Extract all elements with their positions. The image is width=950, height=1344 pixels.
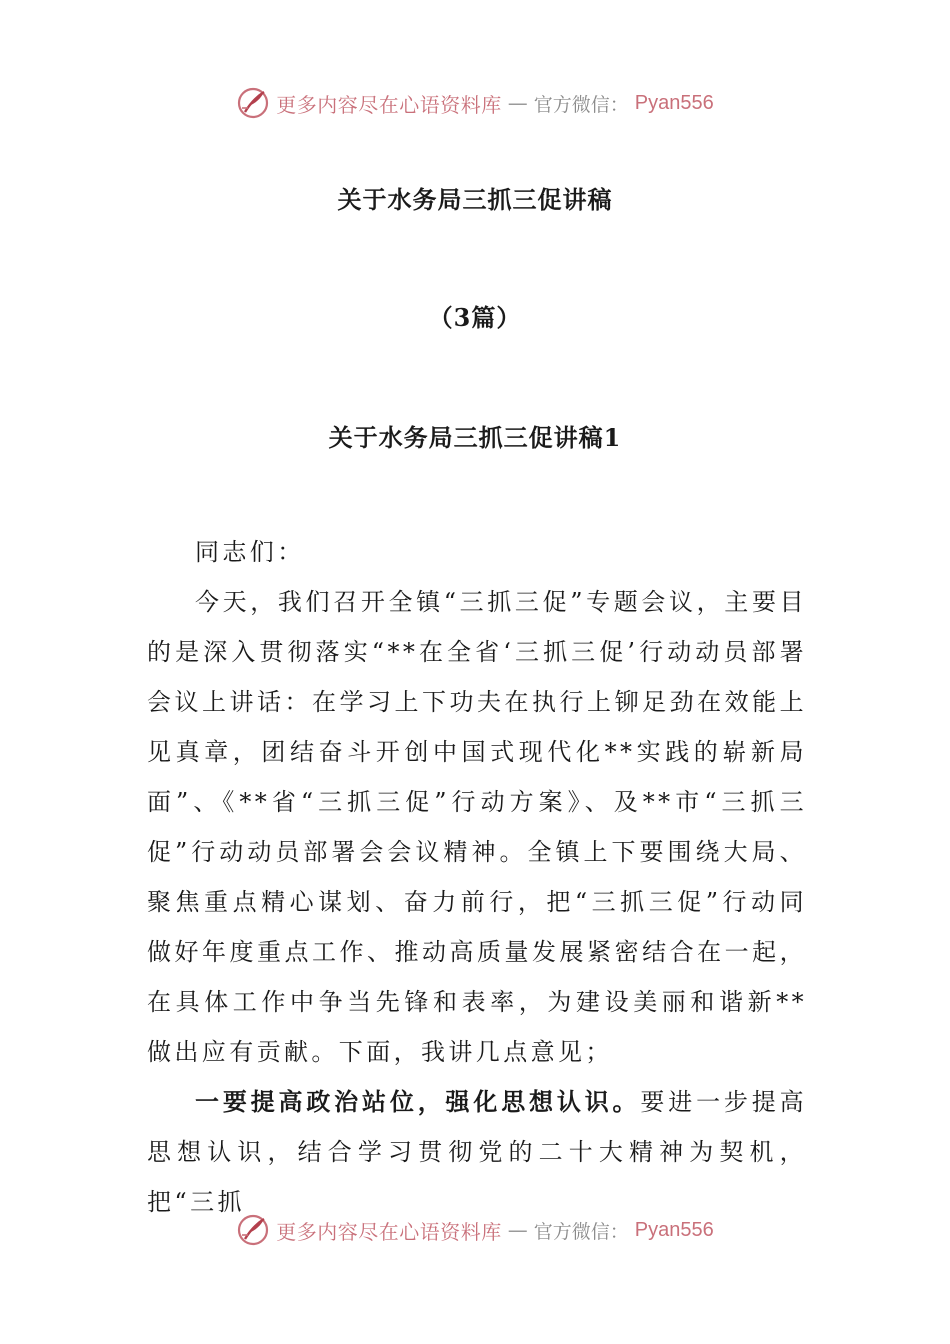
section-title: 关于水务局三抓三促讲稿1: [328, 423, 622, 452]
watermark-separator: —: [507, 91, 528, 115]
document-subtitle: （3篇）: [428, 303, 522, 332]
paragraph-2: [147, 1077, 807, 1227]
watermark-main-text: 更多内容尽在心语资料库: [276, 1219, 502, 1244]
watermark-header: [0, 83, 950, 123]
watermark-wechat-id: Pyan556: [634, 1218, 714, 1241]
paragraph-2-heading: 一要提高政治站位，强化思想认识。: [195, 1087, 641, 1116]
watermark-footer: [0, 1210, 950, 1250]
paragraph-2-text: 要进一步提高思想认识，结合学习贯彻党的二十大精神为契机，把“三抓: [147, 1088, 807, 1216]
document-title: 关于水务局三抓三促讲稿: [337, 185, 613, 214]
quill-logo-icon: [236, 86, 270, 120]
watermark-main-text: 更多内容尽在心语资料库: [276, 92, 502, 117]
quill-logo-icon: [236, 1213, 270, 1247]
watermark-separator: —: [507, 1218, 528, 1242]
watermark-official-label: 官方微信：: [533, 1220, 629, 1243]
watermark-wechat-id: Pyan556: [634, 91, 714, 114]
greeting: 同志们：: [195, 538, 305, 566]
watermark-official-label: 官方微信：: [533, 93, 629, 116]
paragraph-1: 今天，我们召开全镇“三抓三促”专题会议，主要目的是深入贯彻落实“**在全省‘三抓三促’行动动员部署会议上讲话：在学习上下功夫在执行上铆足劲在效能上见真章，团结奋斗开创中国式现代化**实践的崭新局面”、《**省“三抓三促”行动方案》、及**市“三抓三促”行动动员部署会会议精神。全镇上下要围绕大局、聚焦重点精心谋划、奋力前行，把“三抓三促”行动同做好年度重点工作、推动高质量发展紧密结合在一起，在具体工作中争当先锋和表率，为建设美丽和谐新**做出应有贡献。下面，我讲几点意见；: [147, 588, 807, 1066]
document-body: [147, 527, 807, 1227]
